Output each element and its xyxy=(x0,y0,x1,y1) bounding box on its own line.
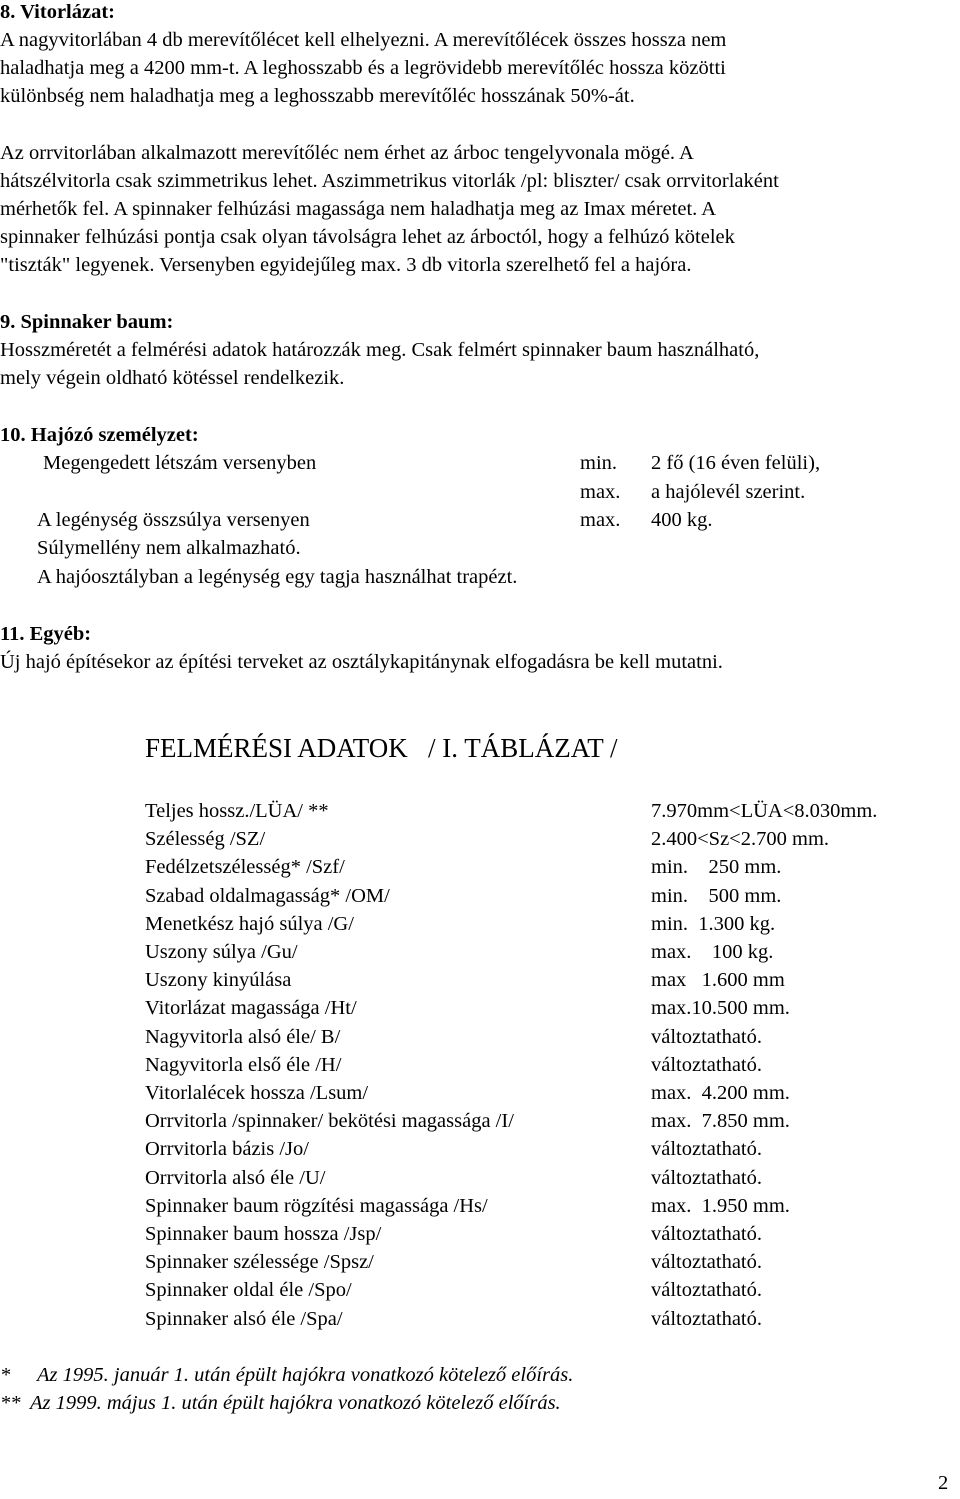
table-row-label: Orrvitorla /spinnaker/ bekötési magassága /I/ xyxy=(145,1110,514,1132)
table-row-label: Orrvitorla bázis /Jo/ xyxy=(145,1138,309,1160)
crew-row-value: a hajólevél szerint. xyxy=(651,481,806,503)
section-8-line: Az orrvitorlában alkalmazott merevítőléc nem érhet az árboc tengelyvonala mögé. A xyxy=(0,142,694,164)
table-row-label: Orrvitorla alsó éle /U/ xyxy=(145,1167,326,1189)
section-9-line: Hosszméretét a felmérési adatok határozzák meg. Csak felmért spinnaker baum használható, xyxy=(0,339,760,361)
table-row-value: max. 4.200 mm. xyxy=(651,1082,790,1104)
table-row-value: 2.400<Sz<2.700 mm. xyxy=(651,828,830,850)
footnote-mark: * xyxy=(0,1364,11,1386)
table-row-value: változtatható. xyxy=(651,1054,762,1076)
table-row-label: Szélesség /SZ/ xyxy=(145,828,266,850)
crew-note: A hajóosztályban a legénység egy tagja használhat trapézt. xyxy=(37,566,518,588)
table-row-value: változtatható. xyxy=(651,1223,762,1245)
table-row-label: Spinnaker oldal éle /Spo/ xyxy=(145,1279,352,1301)
crew-row-value: 2 fő (16 éven felüli), xyxy=(651,452,821,474)
footnote-mark: ** xyxy=(0,1392,21,1414)
table-row-value: változtatható. xyxy=(651,1251,762,1273)
table-row-label: Nagyvitorla alsó éle/ B/ xyxy=(145,1026,341,1048)
table-row-label: Fedélzetszélesség* /Szf/ xyxy=(145,856,345,878)
table-row-label: Uszony súlya /Gu/ xyxy=(145,941,298,963)
table-row-label: Spinnaker baum rögzítési magassága /Hs/ xyxy=(145,1195,488,1217)
section-11-text: Új hajó építésekor az építési terveket az osztálykapitánynak elfogadásra be kell mutatni. xyxy=(0,651,723,673)
table-row-label: Menetkész hajó súlya /G/ xyxy=(145,913,354,935)
table-row-value: max 1.600 mm xyxy=(651,969,785,991)
crew-row-qualifier: min. xyxy=(580,452,618,474)
footnote-text: Az 1995. január 1. után épült hajókra vonatkozó kötelező előírás. xyxy=(37,1364,574,1386)
table-row-label: Spinnaker baum hossza /Jsp/ xyxy=(145,1223,382,1245)
table-row-value: változtatható. xyxy=(651,1138,762,1160)
table-row-label: Spinnaker alsó éle /Spa/ xyxy=(145,1308,343,1330)
table-row-label: Nagyvitorla első éle /H/ xyxy=(145,1054,342,1076)
crew-note: Súlymellény nem alkalmazható. xyxy=(37,537,301,559)
table-row-value: max. 100 kg. xyxy=(651,941,774,963)
footnote-text: Az 1999. május 1. után épült hajókra vonatkozó kötelező előírás. xyxy=(30,1392,561,1414)
table-row-value: változtatható. xyxy=(651,1308,762,1330)
table-row-value: min. 250 mm. xyxy=(651,856,782,878)
table-row-label: Vitorlázat magassága /Ht/ xyxy=(145,997,357,1019)
crew-row-qualifier: max. xyxy=(580,509,621,531)
section-8-line: A nagyvitorlában 4 db merevítőlécet kell elhelyezni. A merevítőlécek összes hossza nem xyxy=(0,29,727,51)
table-row-value: változtatható. xyxy=(651,1026,762,1048)
section-8-line: különbség nem haladhatja meg a leghosszabb merevítőléc hosszának 50%-át. xyxy=(0,85,635,107)
table-row-label: Uszony kinyúlása xyxy=(145,969,292,991)
table-row-value: 7.970mm<LÜA<8.030mm. xyxy=(651,800,878,822)
table-row-label: Spinnaker szélessége /Spsz/ xyxy=(145,1251,374,1273)
section-11-heading: 11. Egyéb: xyxy=(0,623,92,645)
table-row-value: min. 1.300 kg. xyxy=(651,913,776,935)
section-8-line: mérhetők fel. A spinnaker felhúzási magassága nem haladhatja meg az Imax méretet. A xyxy=(0,198,717,220)
section-9-line: mely végein oldható kötéssel rendelkezik. xyxy=(0,367,345,389)
crew-row-qualifier: max. xyxy=(580,481,621,503)
table-row-value: max. 7.850 mm. xyxy=(651,1110,790,1132)
table-row-value: változtatható. xyxy=(651,1279,762,1301)
page-number: 2 xyxy=(938,1472,949,1494)
section-8-line: haladhatja meg a 4200 mm-t. A leghosszabb és a legrövidebb merevítőléc hossza közötti xyxy=(0,57,726,79)
section-8-line: spinnaker felhúzási pontja csak olyan távolságra lehet az árboctól, hogy a felhúzó kötelek xyxy=(0,226,735,248)
table-row-label: Vitorlalécek hossza /Lsum/ xyxy=(145,1082,369,1104)
table-row-label: Szabad oldalmagasság* /OM/ xyxy=(145,885,390,907)
table-row-value: max. 1.950 mm. xyxy=(651,1195,790,1217)
section-8-line: "tiszták" legyenek. Versenyben egyidejűleg max. 3 db vitorla szerelhető fel a hajóra. xyxy=(0,254,692,276)
crew-row-label: Megengedett létszám versenyben xyxy=(43,452,317,474)
section-10-heading: 10. Hajózó személyzet: xyxy=(0,424,199,446)
section-8-heading: 8. Vitorlázat: xyxy=(0,1,115,23)
table-row-label: Teljes hossz./LÜA/ ** xyxy=(145,800,329,822)
table-row-value: max.10.500 mm. xyxy=(651,997,790,1019)
section-8-line: hátszélvitorla csak szimmetrikus lehet. Aszimmetrikus vitorlák /pl: bliszter/ csak orrvitorlaként xyxy=(0,170,779,192)
table-row-value: min. 500 mm. xyxy=(651,885,782,907)
crew-row-label: A legénység összsúlya versenyen xyxy=(37,509,310,531)
table-row-value: változtatható. xyxy=(651,1167,762,1189)
crew-row-value: 400 kg. xyxy=(651,509,713,531)
table-title: FELMÉRÉSI ADATOK / I. TÁBLÁZAT / xyxy=(145,733,618,763)
section-9-heading: 9. Spinnaker baum: xyxy=(0,311,174,333)
